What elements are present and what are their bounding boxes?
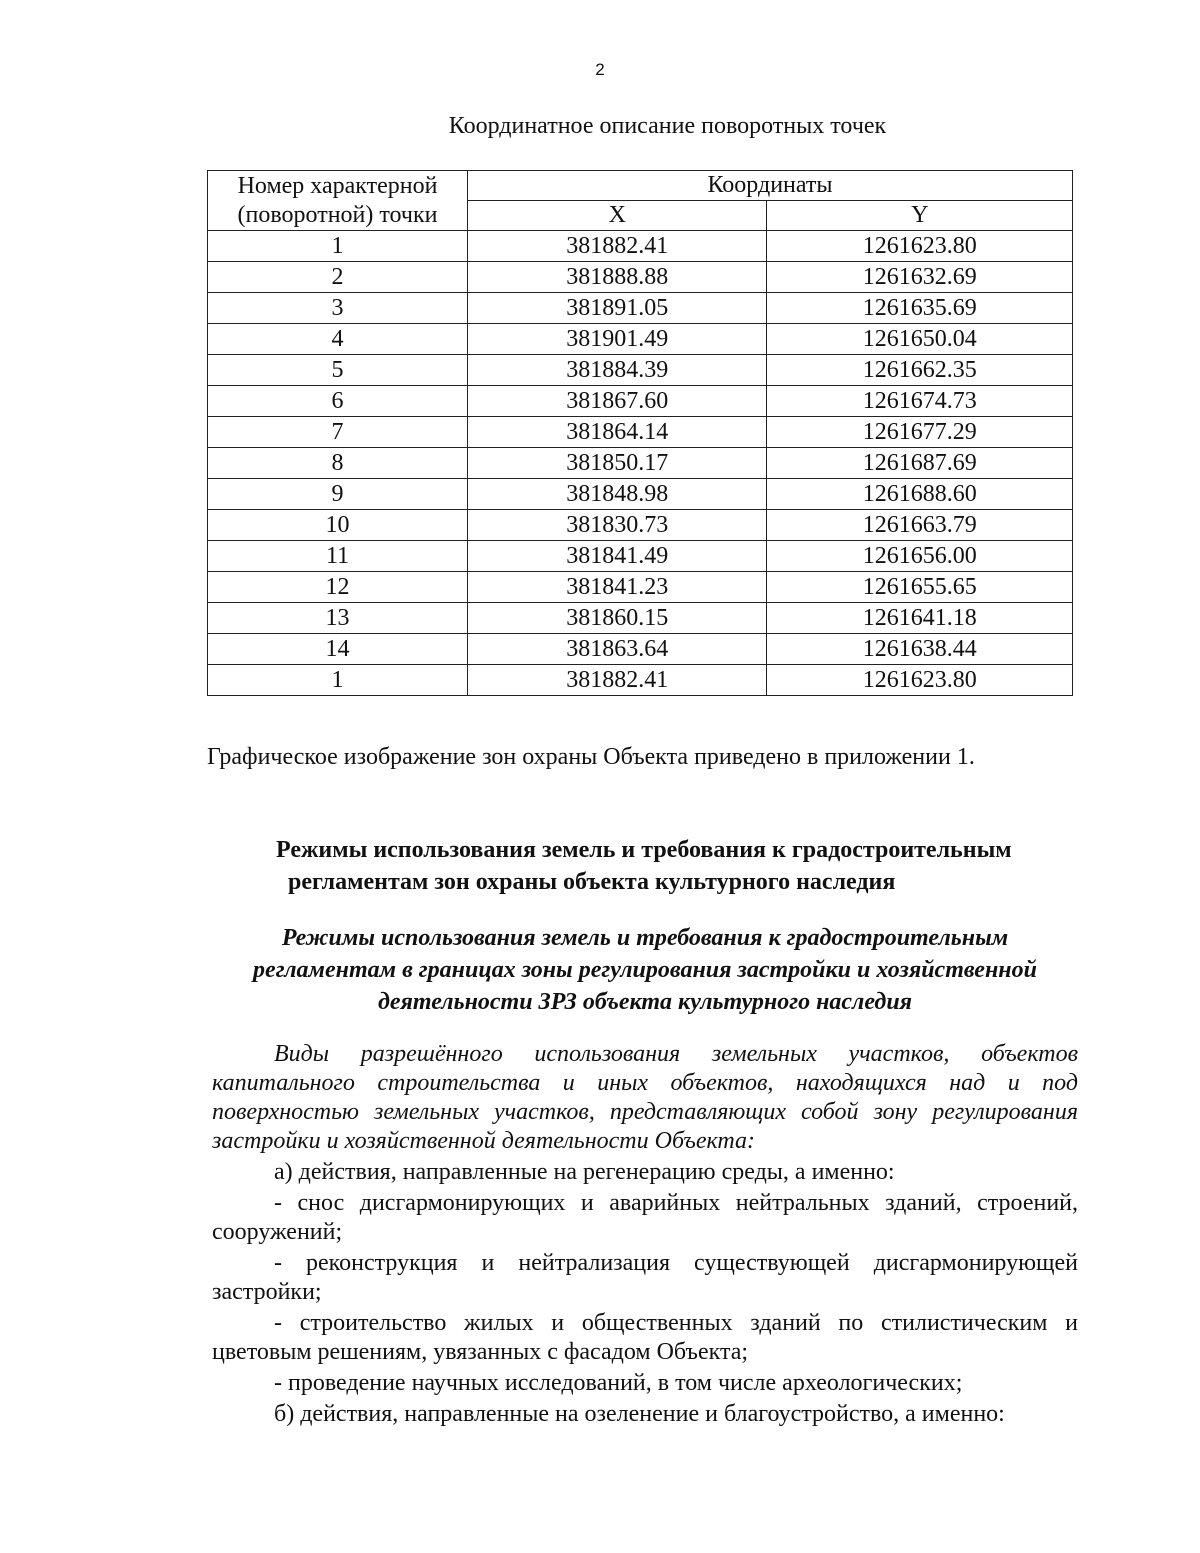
cell-y: 1261655.65 (767, 572, 1073, 603)
cell-y: 1261662.35 (767, 355, 1073, 386)
subsection-heading-line-2: регламентам в границах зоны регулирования застройки и хозяйственной (253, 957, 1037, 983)
table-row (208, 479, 1073, 510)
cell-point-number: 7 (208, 417, 468, 448)
table-row (208, 293, 1073, 324)
subsection-heading-line-1: Режимы использования земель и требования к градостроительным (281, 925, 1009, 951)
cell-x: 381860.15 (468, 603, 767, 634)
cell-point-number: 12 (208, 572, 468, 603)
cell-point-number: 6 (208, 386, 468, 417)
table-row (208, 448, 1073, 479)
cell-y: 1261638.44 (767, 634, 1073, 665)
header-x: X (468, 201, 767, 231)
cell-x: 381882.41 (468, 665, 767, 696)
cell-y: 1261623.80 (767, 665, 1073, 696)
subsection-heading-line-3: деятельности ЗРЗ объекта культурного наследия (377, 989, 913, 1015)
paragraph-b: б) действия, направленные на озеленение и благоустройство, а именно: (274, 1401, 1005, 1427)
cell-point-number: 10 (208, 510, 468, 541)
cell-y: 1261677.29 (767, 417, 1073, 448)
table-row (208, 572, 1073, 603)
header-point-number (208, 171, 468, 231)
cell-point-number: 5 (208, 355, 468, 386)
subsection-heading (212, 922, 1078, 1018)
cell-x: 381850.17 (468, 448, 767, 479)
cell-y: 1261635.69 (767, 293, 1073, 324)
cell-point-number: 1 (208, 665, 468, 696)
cell-y: 1261650.04 (767, 324, 1073, 355)
header-point-line-2: (поворотной) точки (237, 201, 438, 228)
cell-point-number: 9 (208, 479, 468, 510)
cell-x: 381841.49 (468, 541, 767, 572)
cell-y: 1261663.79 (767, 510, 1073, 541)
table-row (208, 386, 1073, 417)
paragraph-reconstruction: - реконструкция и нейтрализация существующей дисгармонирующей застройки; (212, 1250, 1078, 1305)
table-row (208, 324, 1073, 355)
cell-point-number: 13 (208, 603, 468, 634)
paragraph-a: а) действия, направленные на регенерацию среды, а именно: (274, 1159, 895, 1185)
cell-x: 381848.98 (468, 479, 767, 510)
cell-x: 381864.14 (468, 417, 767, 448)
cell-x: 381888.88 (468, 262, 767, 293)
cell-point-number: 14 (208, 634, 468, 665)
table-row (208, 634, 1073, 665)
cell-point-number: 8 (208, 448, 468, 479)
header-point-line-1: Номер характерной (237, 172, 438, 199)
table-row (208, 665, 1073, 696)
header-y: Y (767, 201, 1073, 231)
cell-point-number: 2 (208, 262, 468, 293)
cell-x: 381901.49 (468, 324, 767, 355)
table-row (208, 417, 1073, 448)
intro-paragraph: Виды разрешённого использования земельных участков, объектов капитального строительства и иных объектов, находящихся над и под поверхностью земельных участков, представляющих собой зону регулирования застройки и хозяйственной деятельности Объекта: (212, 1041, 1078, 1154)
cell-y: 1261632.69 (767, 262, 1073, 293)
cell-point-number: 1 (208, 231, 468, 262)
cell-x: 381891.05 (468, 293, 767, 324)
section-heading-line-1: Режимы использования земель и требования к градостроительным (276, 837, 1012, 863)
header-coordinates: Координаты (468, 171, 1073, 201)
table-row (208, 262, 1073, 293)
cell-x: 381841.23 (468, 572, 767, 603)
cell-y: 1261674.73 (767, 386, 1073, 417)
paragraph-research: - проведение научных исследований, в том числе археологических; (274, 1370, 963, 1396)
cell-y: 1261641.18 (767, 603, 1073, 634)
table-title: Координатное описание поворотных точек (448, 113, 887, 139)
table-body (208, 231, 1073, 696)
cell-y: 1261623.80 (767, 231, 1073, 262)
cell-y: 1261656.00 (767, 541, 1073, 572)
paragraph-demolition: - снос дисгармонирующих и аварийных нейтральных зданий, строений, сооружений; (212, 1190, 1078, 1245)
cell-x: 381830.73 (468, 510, 767, 541)
table-row (208, 510, 1073, 541)
paragraph-construction: - строительство жилых и общественных зданий по стилистическим и цветовым решениям, увязанных с фасадом Объекта; (212, 1310, 1078, 1365)
section-heading (212, 834, 1078, 898)
table-row (208, 541, 1073, 572)
cell-x: 381884.39 (468, 355, 767, 386)
cell-y: 1261688.60 (767, 479, 1073, 510)
cell-point-number: 3 (208, 293, 468, 324)
body-text (212, 1040, 1078, 1431)
table-row (208, 231, 1073, 262)
cell-x: 381867.60 (468, 386, 767, 417)
cell-y: 1261687.69 (767, 448, 1073, 479)
cell-x: 381882.41 (468, 231, 767, 262)
table-row (208, 355, 1073, 386)
cell-x: 381863.64 (468, 634, 767, 665)
section-heading-line-2: регламентам зон охраны объекта культурного наследия (288, 869, 896, 895)
coordinates-table (207, 170, 1073, 696)
cell-point-number: 4 (208, 324, 468, 355)
annex-note: Графическое изображение зон охраны Объекта приведено в приложении 1. (207, 744, 975, 770)
cell-point-number: 11 (208, 541, 468, 572)
page-number: 2 (595, 60, 605, 79)
table-row (208, 603, 1073, 634)
